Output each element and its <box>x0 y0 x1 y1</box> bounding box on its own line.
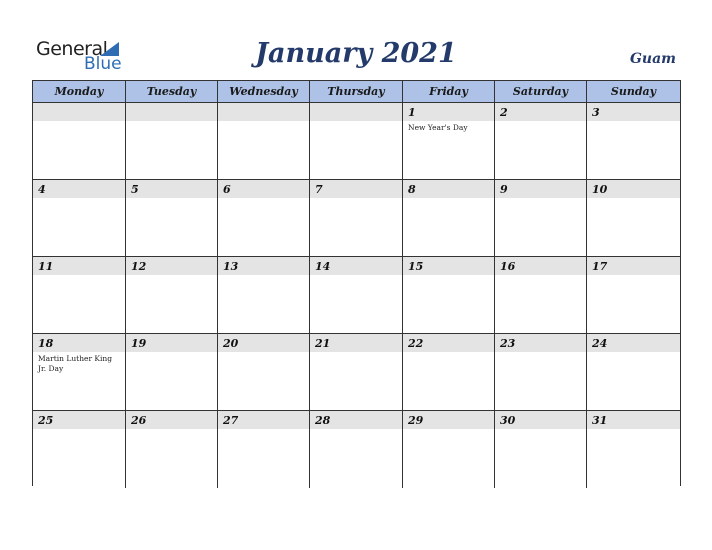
day-number-band <box>126 180 217 198</box>
day-number-band <box>403 411 494 429</box>
day-number: 19 <box>131 337 147 350</box>
day-number: 14 <box>315 260 331 273</box>
weekday-header-thursday: Thursday <box>310 81 403 102</box>
day-number-band <box>33 103 125 121</box>
day-number-band <box>495 334 586 352</box>
calendar-day-cell <box>403 103 495 180</box>
day-number-band <box>403 180 494 198</box>
day-number-band <box>218 411 309 429</box>
day-number: 12 <box>131 260 147 273</box>
day-number-band <box>218 257 309 275</box>
day-number: 31 <box>592 414 608 427</box>
day-number-band <box>495 257 586 275</box>
day-number-band <box>587 334 680 352</box>
calendar-day-cell <box>126 257 218 334</box>
weekday-header-friday: Friday <box>403 81 495 102</box>
calendar-day-cell <box>218 103 310 180</box>
calendar-day-cell <box>495 257 587 334</box>
day-number-band <box>495 103 586 121</box>
day-number-band <box>587 180 680 198</box>
day-number: 15 <box>408 260 424 273</box>
day-number-band <box>587 257 680 275</box>
day-number: 16 <box>500 260 516 273</box>
calendar-day-cell <box>126 411 218 488</box>
day-number: 18 <box>38 337 54 350</box>
day-number-band <box>33 180 125 198</box>
day-number-band <box>495 411 586 429</box>
day-number: 10 <box>592 183 608 196</box>
day-number: 23 <box>500 337 516 350</box>
day-number: 28 <box>315 414 331 427</box>
day-number: 1 <box>408 106 416 119</box>
day-number-band <box>495 180 586 198</box>
calendar-day-cell <box>403 180 495 257</box>
calendar-day-cell <box>587 257 680 334</box>
day-number-band <box>587 411 680 429</box>
country-label: Guam <box>629 51 676 67</box>
calendar-day-cell <box>218 334 310 411</box>
day-number-band <box>587 103 680 121</box>
day-number-band <box>310 180 402 198</box>
weekday-header-saturday: Saturday <box>495 81 587 102</box>
day-number: 26 <box>131 414 147 427</box>
day-number: 7 <box>315 183 323 196</box>
day-number: 6 <box>223 183 231 196</box>
day-number: 17 <box>592 260 608 273</box>
calendar-day-cell <box>587 180 680 257</box>
calendar-day-cell <box>218 257 310 334</box>
day-number-band <box>218 103 309 121</box>
day-number: 4 <box>38 183 46 196</box>
calendar-day-cell <box>495 180 587 257</box>
day-number-band <box>218 180 309 198</box>
day-number-band <box>403 257 494 275</box>
day-number-band <box>310 257 402 275</box>
day-number-band <box>403 334 494 352</box>
weekday-header-monday: Monday <box>33 81 126 102</box>
day-number: 29 <box>408 414 424 427</box>
calendar-day-cell <box>310 411 403 488</box>
calendar-day-cell <box>310 103 403 180</box>
day-number: 2 <box>500 106 508 119</box>
calendar-day-cell <box>587 411 680 488</box>
calendar-day-cell <box>33 180 126 257</box>
calendar-grid <box>32 80 681 486</box>
day-number-band <box>33 257 125 275</box>
day-number: 27 <box>223 414 239 427</box>
weekday-header-tuesday: Tuesday <box>126 81 218 102</box>
weekday-header-row <box>33 81 680 103</box>
calendar-day-cell <box>126 334 218 411</box>
day-number: 20 <box>223 337 239 350</box>
holiday-label: Martin Luther King Jr. Day <box>38 354 113 373</box>
day-number: 24 <box>592 337 608 350</box>
holiday-label: New Year's Day <box>408 123 468 132</box>
day-number-band <box>33 334 125 352</box>
day-number-band <box>403 103 494 121</box>
day-number-band <box>126 411 217 429</box>
weekday-header-sunday: Sunday <box>610 85 657 98</box>
day-number: 9 <box>500 183 508 196</box>
day-number: 21 <box>315 337 331 350</box>
calendar-day-cell <box>310 334 403 411</box>
calendar-day-cell <box>218 180 310 257</box>
calendar-day-cell <box>33 257 126 334</box>
calendar-day-cell <box>310 257 403 334</box>
calendar-day-cell <box>495 334 587 411</box>
calendar-day-cell <box>33 411 126 488</box>
calendar-day-cell <box>403 411 495 488</box>
day-number: 22 <box>408 337 424 350</box>
calendar-day-cell <box>403 257 495 334</box>
calendar-day-cell <box>33 334 126 411</box>
day-number-band <box>218 334 309 352</box>
day-number-band <box>126 103 217 121</box>
calendar-day-cell <box>33 103 126 180</box>
calendar-title: January 2021 <box>255 38 457 69</box>
calendar-day-cell <box>403 334 495 411</box>
calendar-day-cell <box>310 180 403 257</box>
calendar-day-cell <box>126 180 218 257</box>
day-number: 8 <box>408 183 416 196</box>
day-number: 13 <box>223 260 239 273</box>
day-number: 5 <box>131 183 139 196</box>
calendar-day-cell <box>495 411 587 488</box>
day-number: 30 <box>500 414 516 427</box>
day-number-band <box>310 334 402 352</box>
calendar-day-cell <box>126 103 218 180</box>
logo-text-general: General <box>36 38 108 60</box>
calendar-day-cell <box>218 411 310 488</box>
day-number: 11 <box>38 260 54 273</box>
day-number-band <box>126 334 217 352</box>
day-number: 3 <box>592 106 600 119</box>
day-number-band <box>310 411 402 429</box>
logo-text-blue: Blue <box>84 54 122 74</box>
day-number-band <box>126 257 217 275</box>
weekday-header-wednesday: Wednesday <box>218 81 310 102</box>
day-number-band <box>310 103 402 121</box>
calendar-day-cell <box>587 334 680 411</box>
calendar-day-cell <box>587 103 680 180</box>
day-number: 25 <box>38 414 54 427</box>
day-number-band <box>33 411 125 429</box>
calendar-day-cell <box>495 103 587 180</box>
